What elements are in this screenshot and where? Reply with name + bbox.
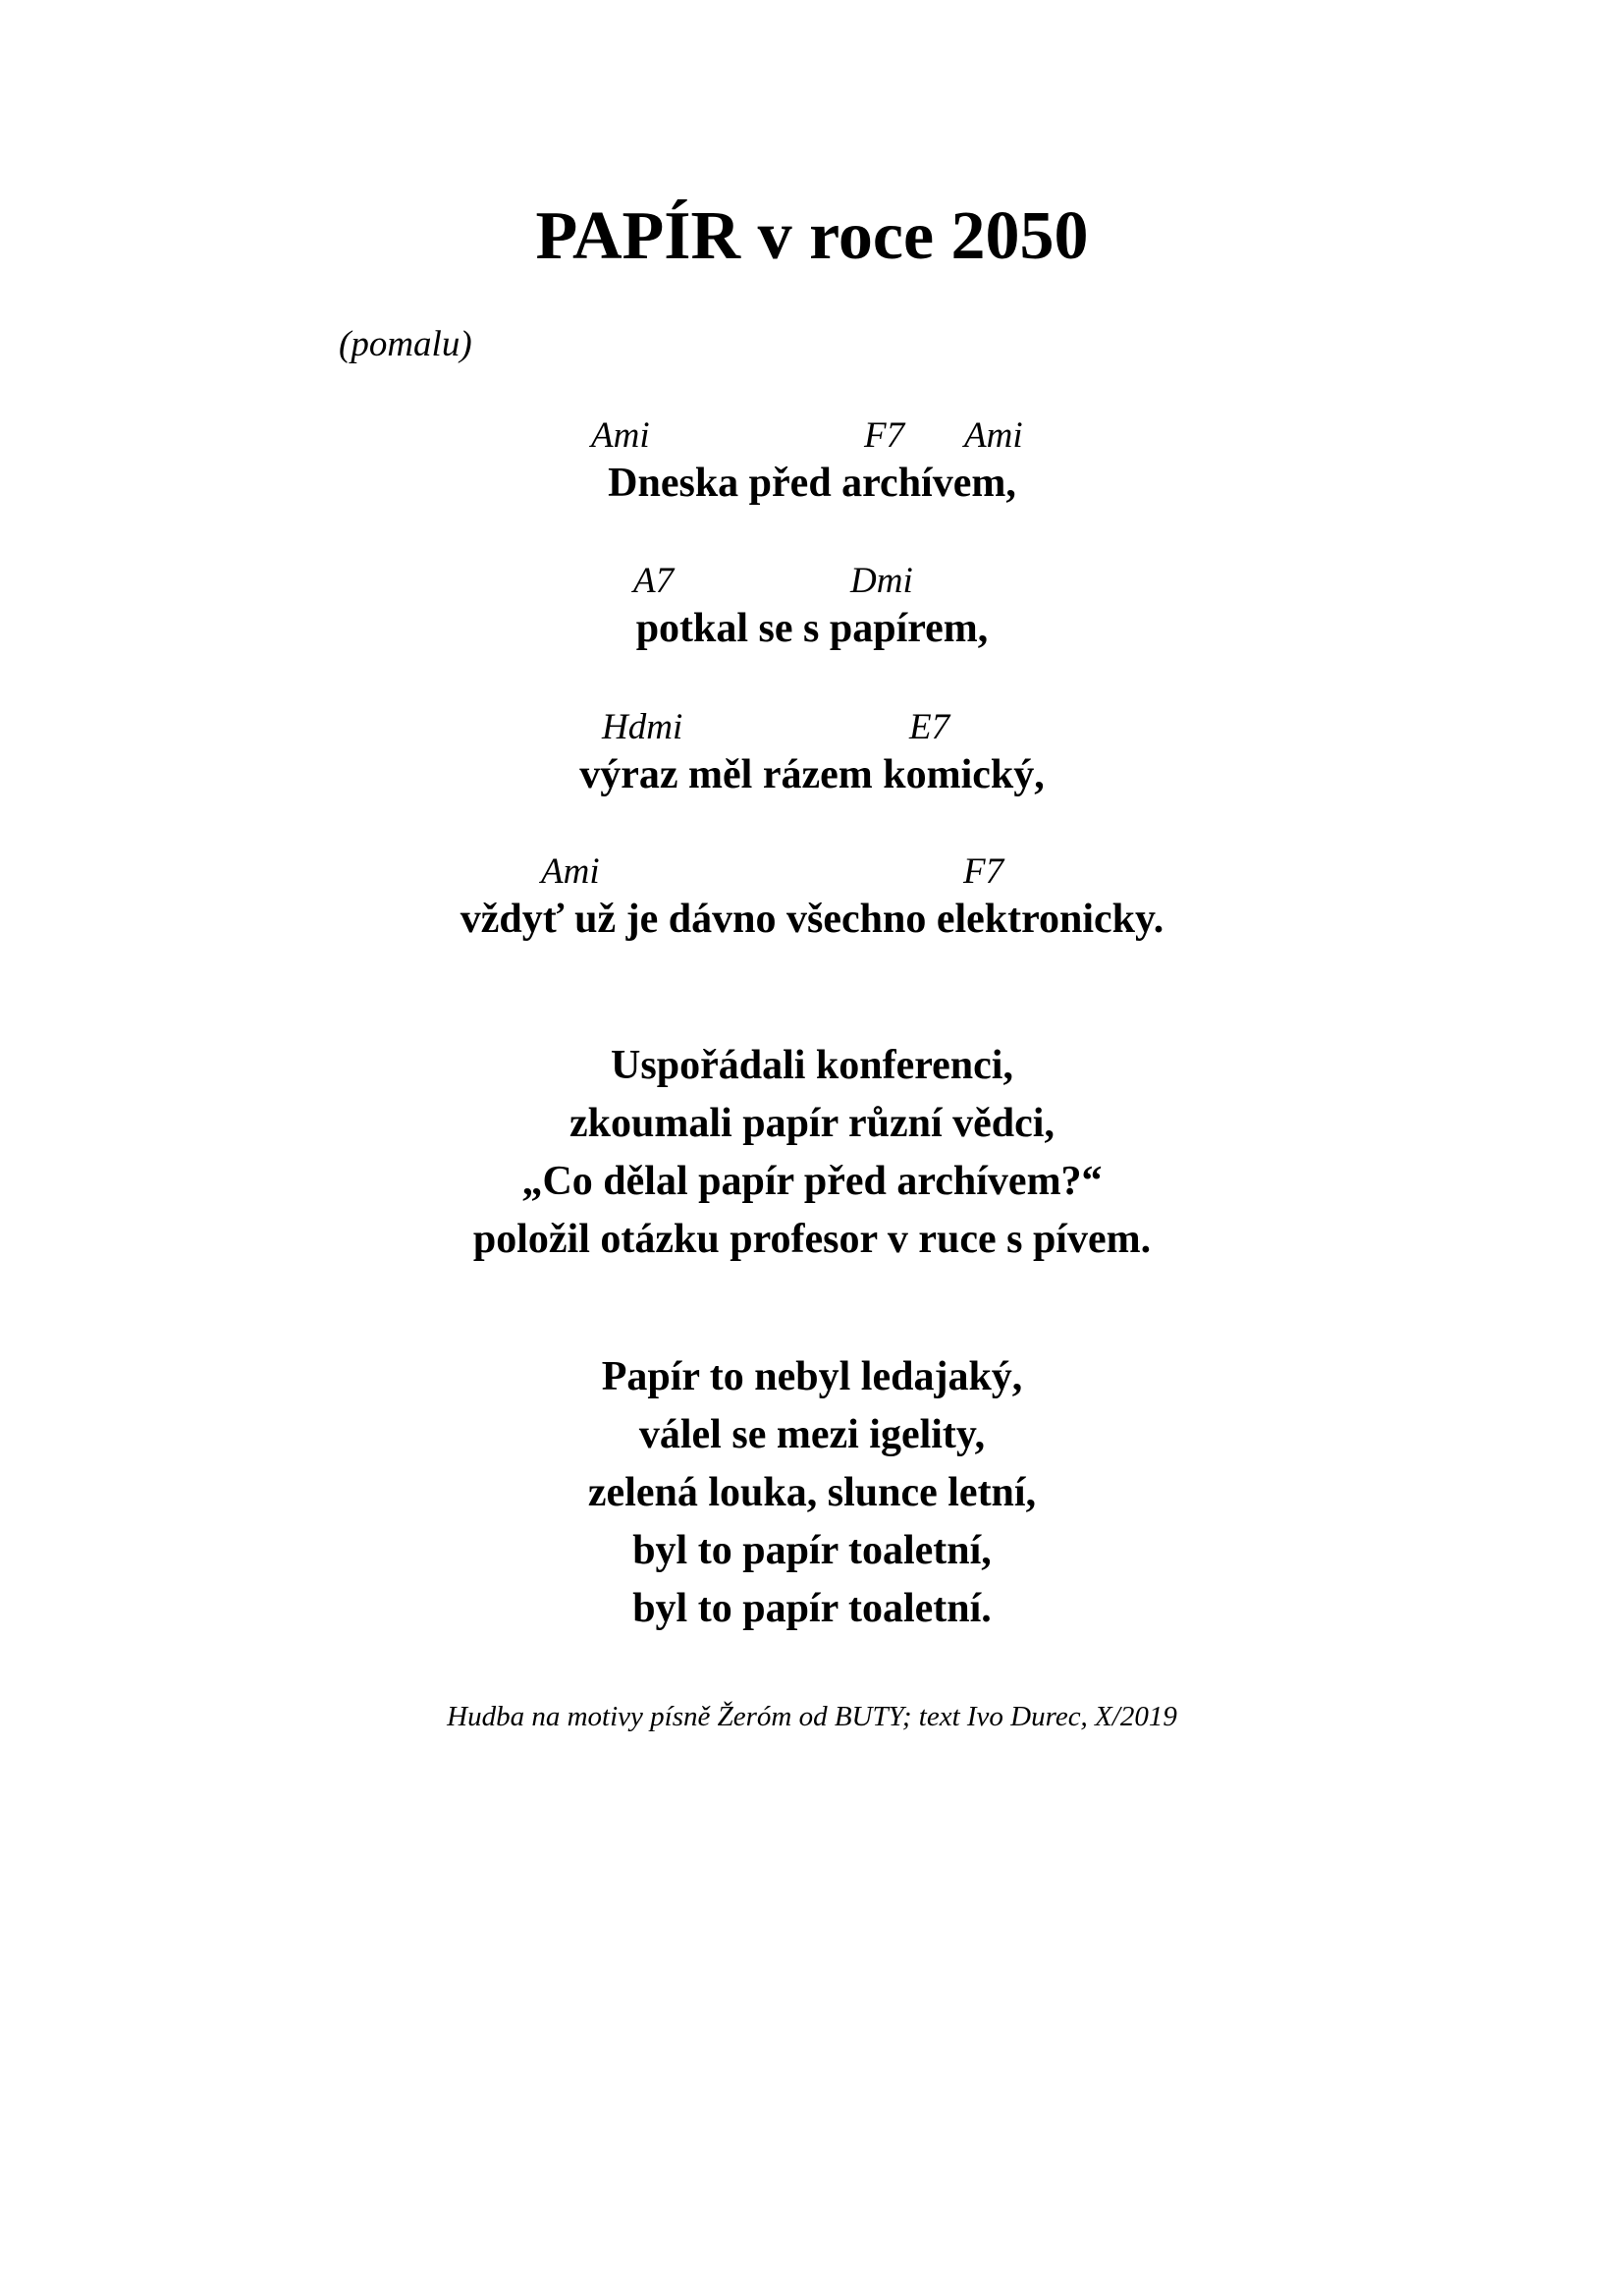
- lyric-line: výraz měl rázem komický,: [579, 752, 1045, 797]
- credits-footer: Hudba na motivy písně Žeróm od BUTY; text Ivo Durec, X/2019: [447, 1701, 1177, 1732]
- lyric-line: válel se mezi igelity,: [638, 1412, 986, 1457]
- chord: F7: [864, 415, 905, 456]
- lyric-line: Uspořádali konferenci,: [611, 1043, 1013, 1088]
- tempo-marking: (pomalu): [339, 324, 472, 364]
- lyric-line: zkoumali papír různí vědci,: [569, 1101, 1055, 1146]
- lyric-line: Dneska před archívem,: [608, 461, 1016, 506]
- chord: E7: [909, 707, 950, 747]
- song-title: PAPÍR v roce 2050: [535, 198, 1089, 274]
- lyric-line: byl to papír toaletní,: [632, 1528, 992, 1573]
- lyric-line: potkal se s papírem,: [635, 606, 989, 651]
- lyric-line: byl to papír toaletní.: [632, 1586, 992, 1631]
- chord: Ami: [964, 415, 1023, 456]
- chord: F7: [963, 851, 1004, 892]
- lyric-line: „Co dělal papír před archívem?“: [521, 1159, 1103, 1204]
- chord: Ami: [591, 415, 650, 456]
- lyric-line: vždyť už je dávno všechno elektronicky.: [460, 897, 1164, 942]
- chord: Dmi: [850, 561, 913, 601]
- chord: A7: [633, 561, 675, 601]
- lyric-line: zelená louka, slunce letní,: [587, 1470, 1037, 1515]
- lyric-line: Papír to nebyl ledajaký,: [601, 1354, 1023, 1399]
- chord: Ami: [541, 851, 600, 892]
- lyric-line: položil otázku profesor v ruce s pívem.: [472, 1217, 1152, 1262]
- chord: Hdmi: [602, 707, 683, 747]
